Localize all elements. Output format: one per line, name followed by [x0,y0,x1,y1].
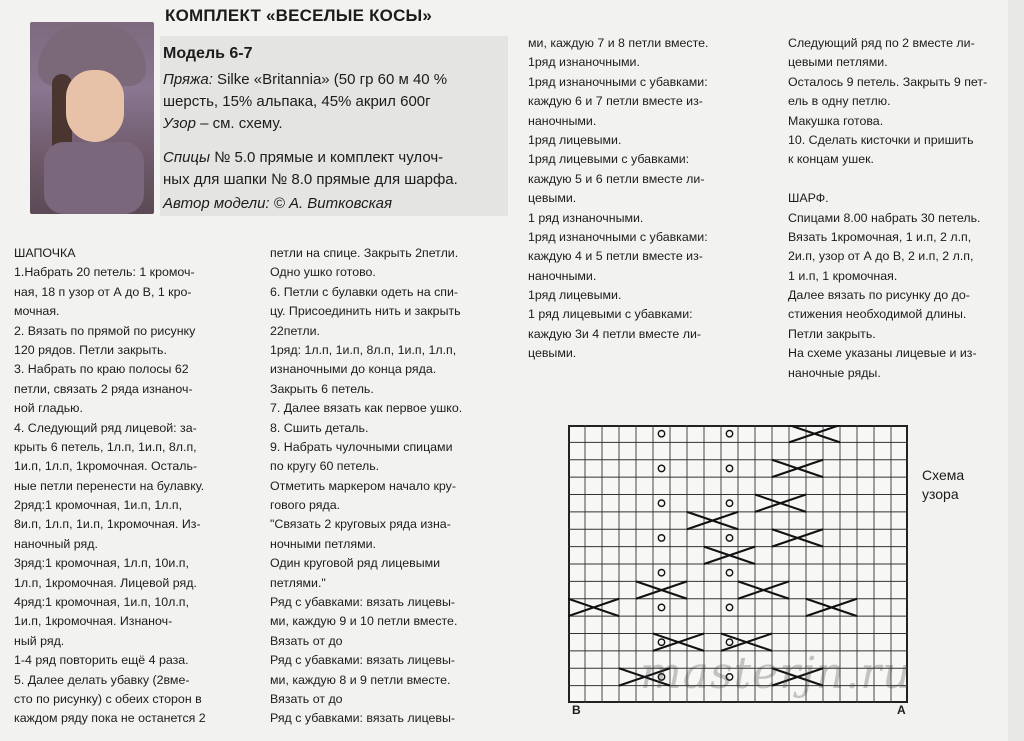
chart-title [922,466,964,504]
text-line: 1и.п, 1л.п, 1кромочная. Осталь- [14,459,198,474]
pattern-line [163,114,283,134]
chart-label-a: A [897,703,906,717]
text-line: 1 и.п, 1 кромочная. [788,268,898,283]
text-line: 4. Следующий ряд лицевой: за- [14,420,197,435]
text-line: ми, каждую 7 и 8 петли вместе. [528,36,709,50]
chart-label-b: B [572,703,581,717]
text-line: 9. Набрать чулочными спицами [270,439,453,454]
text-line: 1ряд изнаночными с убавками: [528,229,708,244]
text-line: 1ряд изнаночными с убавками: [528,74,708,89]
text-line: Ряд с убавками: вязать лицевы- [270,711,456,726]
model-number: Модель 6-7 [163,45,253,62]
text-line: Следующий ряд по 2 вместе ли- [788,36,975,50]
text-line: 120 рядов. Петли закрыть. [14,342,167,357]
text-line: петлями." [270,575,326,590]
text-line: 1ряд лицевыми. [528,288,622,303]
model-photo [30,22,154,214]
text-line: 10. Сделать кисточки и пришить [788,132,974,147]
yarn-line-1 [163,70,447,90]
text-line: 4ряд:1 кромочная, 1и.п, 10л.п, [14,595,189,610]
text-line: 1ряд: 1л.п, 1и.п, 8л.п, 1и.п, 1л.п, [270,342,457,357]
text-line: Одно ушко готово. [270,265,376,280]
text-line: 2ряд:1 кромочная, 1и.п, 1л.п, [14,498,183,513]
watermark: masterjn.ru [640,648,912,699]
text-line: ШАПОЧКА [14,246,76,260]
text-line: 2. Вязать по прямой по рисунку [14,323,196,338]
text-line: "Связать 2 круговых ряда изна- [270,517,451,532]
pattern-label: Узор [163,115,196,132]
text-line: 8. Сшить деталь. [270,420,369,435]
text-line: наночные ряды. [788,365,881,380]
text-line: 7. Далее вязать как первое ушко. [270,401,463,416]
needles-label: Спицы [163,149,211,166]
text-line: гового ряда. [270,498,341,513]
text-line: 1и.п, 1кромочная. Изнаноч- [14,614,173,629]
text-line: цу. Присоединить нить и закрыть [270,304,461,319]
text-line: Ряд с убавками: вязать лицевы- [270,595,456,610]
text-line: На схеме указаны лицевые и из- [788,346,977,361]
text-column-4 [788,34,987,383]
yarn-line-2: шерсть, 15% альпака, 45% акрил 600г [163,93,431,110]
text-line: 1.Набрать 20 петель: 1 кромоч- [14,265,195,280]
text-line: изнаночными до конца ряда. [270,362,437,377]
text-line: ель в одну петлю. [788,94,891,109]
text-line: ная, 18 п узор от А до В, 1 кро- [14,284,192,299]
needles-text: № 5.0 прямые и комплект чулоч- [210,149,444,166]
text-column-3 [528,34,709,364]
text-line: мочная. [14,304,60,319]
text-line: Закрыть 6 петель. [270,381,374,396]
text-line: цевыми. [528,191,577,206]
needles-line-2: ных для шапки № 8.0 прямые для шарфа. [163,171,458,188]
text-line: Вязать 1кромочная, 1 и.п, 2 л.п, [788,229,972,244]
text-line: сто по рисунку) с обеих сторон в [14,691,202,706]
text-line: ШАРФ. [788,191,829,206]
text-line: по кругу 60 петель. [270,459,380,474]
text-line: ный ряд. [14,633,65,648]
text-line: 3ряд:1 кромочная, 1л.п, 10и.п, [14,556,189,571]
text-line: Далее вязать по рисунку до до- [788,288,970,303]
text-line [788,170,987,189]
text-line: Один круговой ряд лицевыми [270,556,441,571]
text-line: наночными. [528,268,597,283]
text-line: стижения необходимой длины. [788,307,967,322]
text-line: Вязать от до [270,691,343,706]
text-line: 1 ряд лицевыми с убавками: [528,307,693,322]
text-line: каждую 5 и 6 петли вместе ли- [528,171,705,186]
text-line: каждую 4 и 5 петли вместе из- [528,249,703,264]
text-line: 1л.п, 1кромочная. Лицевой ряд. [14,575,197,590]
text-line: Отметить маркером начало кру- [270,478,456,493]
chart-title-line-1: Схема [922,467,965,483]
text-line: каждую 3и 4 петли вместе ли- [528,326,702,341]
text-line: ной гладью. [14,401,83,416]
text-line: 6. Петли с булавки одеть на спи- [270,284,459,299]
text-line: Макушка готова. [788,113,884,128]
text-line: каждую 6 и 7 петли вместе из- [528,94,703,109]
text-line: 1-4 ряд повторить ещё 4 раза. [14,653,189,668]
yarn-label: Пряжа: [163,71,213,88]
author-line: Автор модели: © А. Витковская [163,195,393,212]
text-line: 1ряд лицевыми. [528,132,622,147]
text-line: наночными. [528,113,597,128]
scarf-shape [44,142,144,214]
text-line: 3. Набрать по краю полосы 62 [14,362,189,377]
text-line: 5. Далее делать убавку (2вме- [14,672,190,687]
text-column-1 [14,244,206,729]
text-line: ми, каждую 9 и 10 петли вместе. [270,614,458,629]
text-column-2 [270,244,462,729]
needles-line-1 [163,148,443,168]
face-shape [66,70,124,142]
text-line: ми, каждую 8 и 9 петли вместе. [270,672,451,687]
page-edge [1008,0,1024,741]
text-line: Петли закрыть. [788,326,876,341]
article-title: КОМПЛЕКТ «ВЕСЕЛЫЕ КОСЫ» [165,6,433,25]
pattern-text: – см. схему. [195,115,283,132]
yarn-text: Silke «Britannia» (50 гр 60 м 40 % [212,71,448,88]
text-line: 2и.п, узор от А до В, 2 и.п, 2 л.п, [788,249,974,264]
text-line: петли, связать 2 ряда изнаноч- [14,381,193,396]
text-line: ночными петлями. [270,536,376,551]
text-line: крыть 6 петель, 1л.п, 1и.п, 8л.п, [14,439,197,454]
text-line: 1ряд лицевыми с убавками: [528,152,690,167]
text-line: наночный ряд. [14,536,98,551]
text-line: петли на спице. Закрыть 2петли. [270,246,459,260]
text-line: каждом ряду пока не останется 2 [14,711,206,726]
text-line: цевыми. [528,346,577,361]
text-line: цевыми петлями. [788,55,888,70]
text-line: Ряд с убавками: вязать лицевы- [270,653,456,668]
text-line: Осталось 9 петель. Закрыть 9 пет- [788,74,988,89]
text-line: Спицами 8.00 набрать 30 петель. [788,210,981,225]
text-line: Вязать от до [270,633,343,648]
text-line: 22петли. [270,323,320,338]
text-line: к концам ушек. [788,152,874,167]
text-line: 8и.п, 1л.п, 1и.п, 1кромочная. Из- [14,517,201,532]
text-line: 1ряд изнаночными. [528,55,640,70]
text-line: 1 ряд изнаночными. [528,210,644,225]
chart-title-line-2: узора [922,486,959,502]
text-line: ные петли перенести на булавку. [14,478,205,493]
